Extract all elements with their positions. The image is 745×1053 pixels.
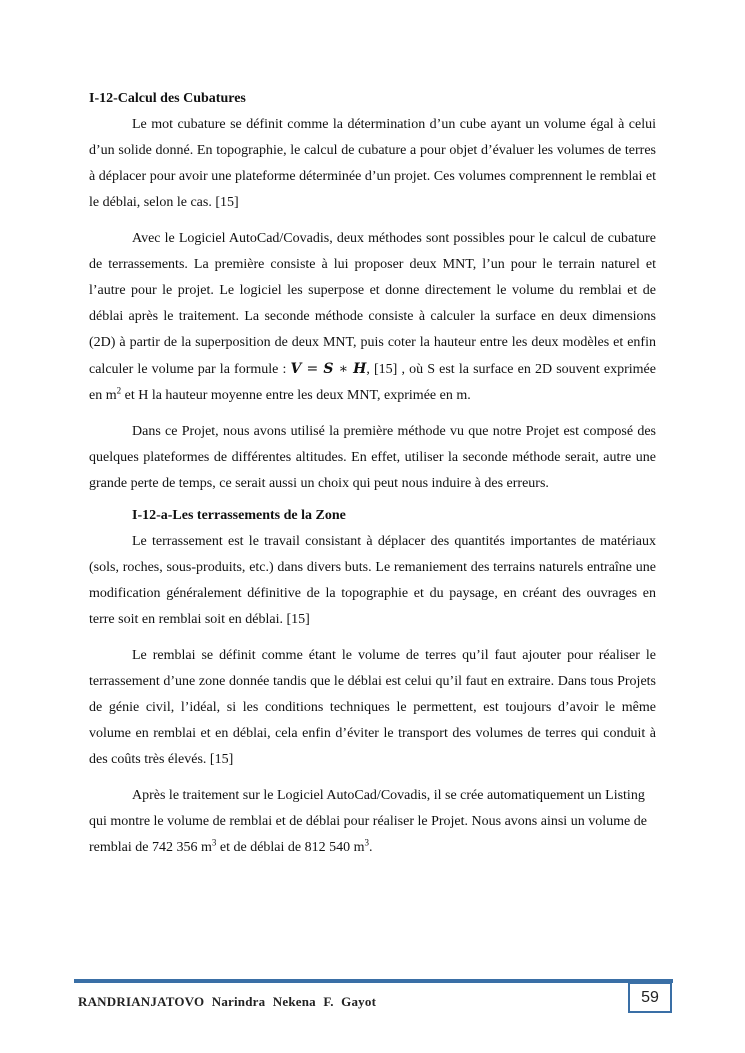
paragraph-methods-text-b: , [15] , où S est la surface en 2D souvent exprimée en m	[89, 362, 656, 403]
footer-rule	[74, 979, 673, 983]
formula-equals: =	[301, 361, 324, 377]
superscript-3-deblai: 3	[364, 837, 370, 848]
listing-text-c: .	[369, 840, 373, 855]
page-content	[89, 86, 656, 871]
paragraph-listing-volumes	[89, 783, 656, 861]
paragraph-methods-text-a: Avec le Logiciel AutoCad/Covadis, deux méthodes sont possibles pour le calcul de cubature de terrassements. La première consiste à lui proposer deux MNT, l’un pour le terrain naturel et l’autre pour le projet. Le logiciel les superpose et donne directement le volume du remblai et de déblai après le traitement. La seconde méthode consiste à calculer la surface en deux dimensions (2D) à partir de la superposition de deux MNT, puis coter la hauteur entre les deux modèles et enfin calculer le volume par la formule :	[89, 231, 656, 377]
paragraph-methods-text-c: et H la hauteur moyenne entre les deux MNT, exprimée en m.	[121, 388, 471, 403]
page-number-box	[628, 982, 672, 1013]
page-number: 59	[641, 988, 659, 1006]
paragraph-cubature-definition: Le mot cubature se définit comme la détermination d’un cube ayant un volume égal à celui d’un solide donné. En topographie, le calcul de cubature a pour objet d’évaluer les volumes de terres à déplacer pour avoir une plateforme déterminée d’un projet. Ces volumes comprennent le remblai et le déblai, selon le cas. [15]	[89, 117, 656, 210]
listing-text-a: Après le traitement sur le Logiciel AutoCad/Covadis, il se crée automatiquement un Listing qui montre le volume de remblai et de déblai pour réaliser le Projet. Nous avons ainsi un volume de remblai de 742 356 m	[89, 788, 647, 855]
section-title: I-12-Calcul des Cubatures	[89, 91, 246, 106]
formula-v: V	[290, 361, 302, 377]
formula-s: S	[323, 361, 334, 377]
formula-times: ∗	[333, 361, 354, 377]
paragraph-terrassement: Le terrassement est le travail consistant à déplacer des quantités importantes de matériaux (sols, roches, sous-produits, etc.) dans divers buts. Le remaniement des terrains naturels entraîne une modification généralement définitive de la topographie et du paysage, en créant des ouvrages en terre soit en remblai soit en déblai. [15]	[89, 534, 656, 627]
paragraph-project-choice: Dans ce Projet, nous avons utilisé la première méthode vu que notre Projet est composé des quelques plateformes de différentes altitudes. En effet, utiliser la seconde méthode serait, autre une grande perte de temps, ce serait aussi un choix qui peut nous induire à des erreurs.	[89, 424, 656, 491]
superscript-2: 2	[116, 385, 122, 396]
formula-h: H	[353, 361, 367, 377]
superscript-3-remblai: 3	[211, 837, 217, 848]
listing-text-b: et de déblai de 812 540 m	[216, 840, 365, 855]
footer-author: RANDRIANJATOVO Narindra Nekena F. Gayot	[78, 994, 377, 1009]
volume-formula	[291, 361, 367, 377]
paragraph-methods	[89, 226, 656, 409]
subsection-title: I-12-a-Les terrassements de la Zone	[132, 508, 346, 523]
paragraph-remblai-deblai: Le remblai se définit comme étant le volume de terres qu’il faut ajouter pour réaliser le terrassement d’une zone donnée tandis que le déblai est celui qu’il faut en extraire. Dans tous Projets de génie civil, l’idéal, si les conditions techniques le permettent, est toujours d’avoir le même volume en remblai et en déblai, cela enfin d’éviter le transport des volumes de terres qui conduit à des coûts très élevés. [15]	[89, 648, 656, 767]
